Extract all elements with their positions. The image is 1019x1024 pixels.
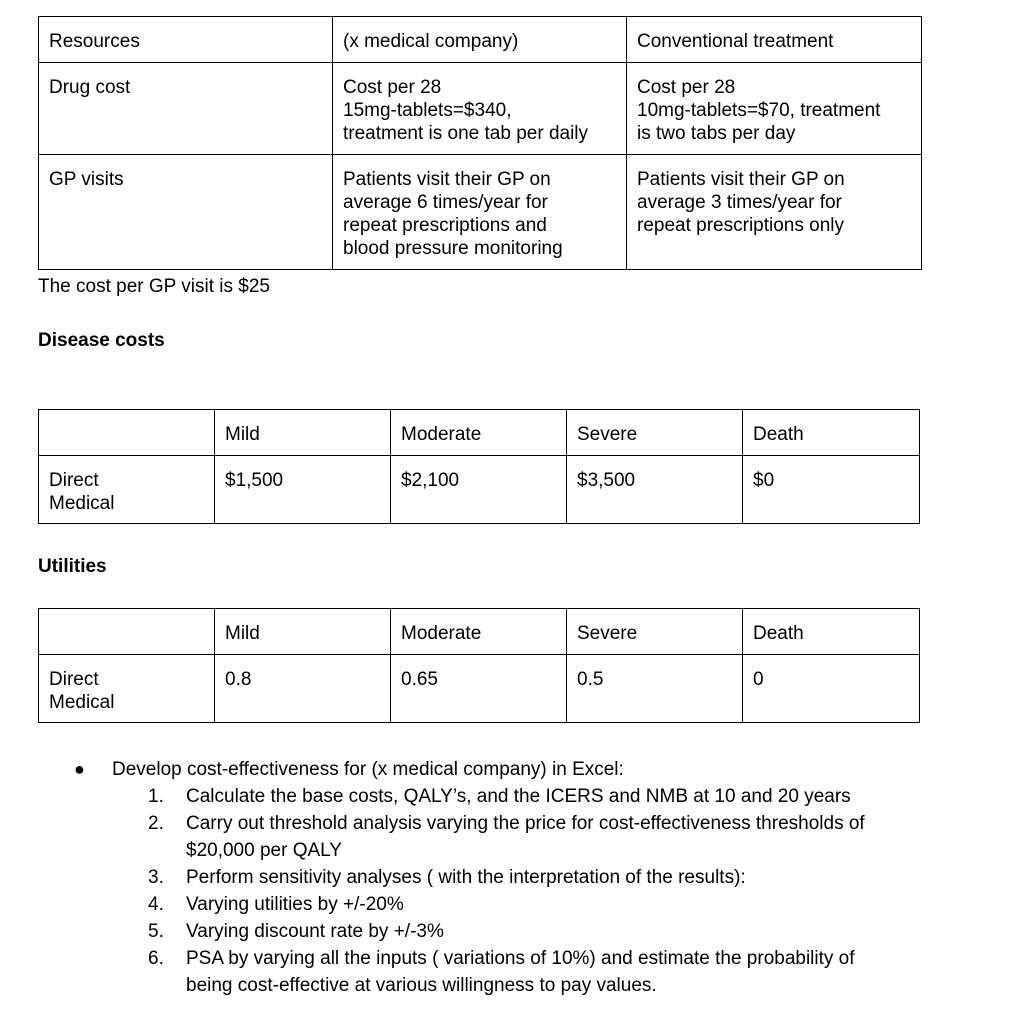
table-cell: 0.65 [391,655,567,723]
header-cell: Moderate [391,410,567,456]
list-item [74,918,954,945]
cell-line: average 6 times/year for [343,192,548,213]
bullet-dot-icon: ● [74,759,85,779]
list-item [74,810,954,864]
table-cell: $2,100 [391,456,567,524]
header-cell: Severe [567,410,743,456]
cell-line: repeat prescriptions and [343,215,547,236]
cell-line: is two tabs per day [637,123,796,144]
cell-line: Patients visit their GP on [343,169,551,190]
row-label [39,456,215,524]
list-item [74,864,954,891]
table-cell [333,63,627,155]
table-header-row [39,17,922,63]
list-number: 1. [148,786,164,807]
table-cell: 0.8 [215,655,391,723]
cell-line: Cost per 28 [343,77,442,98]
row-label-line: Medical [49,493,115,514]
table-row [39,155,922,270]
table-row [39,63,922,155]
header-cell: Mild [215,609,391,655]
table-cell [627,63,922,155]
resources-table [38,16,922,270]
cell-line: blood pressure monitoring [343,238,563,259]
header-cell: Severe [567,609,743,655]
task-list [74,783,954,999]
list-text: PSA by varying all the inputs ( variations of 10%) and estimate the probability of [186,948,855,969]
table-cell: 0 [743,655,920,723]
list-text: Varying discount rate by +/-3% [186,921,444,942]
table-row [39,655,920,723]
cell-line: Patients visit their GP on [637,169,845,190]
bullet-item [74,756,954,783]
list-text: Calculate the base costs, QALY’s, and the ICERS and NMB at 10 and 20 years [186,786,851,807]
list-item [74,891,954,918]
list-text: $20,000 per QALY [186,840,342,861]
table-row [39,456,920,524]
list-number: 5. [148,921,164,942]
table-cell: $3,500 [567,456,743,524]
list-number: 2. [148,813,164,834]
list-number: 6. [148,948,164,969]
cell-line: 10mg-tablets=$70, treatment [637,100,881,121]
list-number: 3. [148,867,164,888]
header-cell [39,410,215,456]
gp-cost-note: The cost per GP visit is $25 [38,276,270,297]
row-label-line: Medical [49,692,115,713]
disease-costs-heading: Disease costs [38,330,165,351]
table-header-row [39,609,920,655]
table-cell: $1,500 [215,456,391,524]
list-item [74,945,954,999]
disease-costs-table [38,409,920,524]
table-cell [627,155,922,270]
cell-line: 15mg-tablets=$340, [343,100,512,121]
table-cell: $0 [743,456,920,524]
utilities-table [38,608,920,723]
table-header-row [39,410,920,456]
header-cell: Moderate [391,609,567,655]
cell-line: treatment is one tab per daily [343,123,589,144]
row-label-line: Direct [49,470,99,491]
header-cell: Mild [215,410,391,456]
table-cell [333,155,627,270]
row-label [39,655,215,723]
header-cell: Resources [39,17,333,63]
cell-line: average 3 times/year for [637,192,842,213]
cell-line: Cost per 28 [637,77,736,98]
list-text: being cost-effective at various willingness to pay values. [186,975,657,996]
header-cell: Conventional treatment [627,17,922,63]
list-item [74,783,954,810]
header-cell: Death [743,410,920,456]
list-text: Perform sensitivity analyses ( with the interpretation of the results): [186,867,746,888]
row-label: GP visits [39,155,333,270]
header-cell [39,609,215,655]
list-text: Carry out threshold analysis varying the price for cost-effectiveness thresholds of [186,813,865,834]
row-label-line: Direct [49,669,99,690]
cell-line: repeat prescriptions only [637,215,844,236]
bullet-text: Develop cost-effectiveness for (x medical company) in Excel: [112,759,624,780]
instructions-list [74,756,954,999]
list-text: Varying utilities by +/-20% [186,894,404,915]
table-cell: 0.5 [567,655,743,723]
row-label: Drug cost [39,63,333,155]
utilities-heading: Utilities [38,556,107,577]
header-cell: Death [743,609,920,655]
list-number: 4. [148,894,164,915]
header-cell: (x medical company) [333,17,627,63]
